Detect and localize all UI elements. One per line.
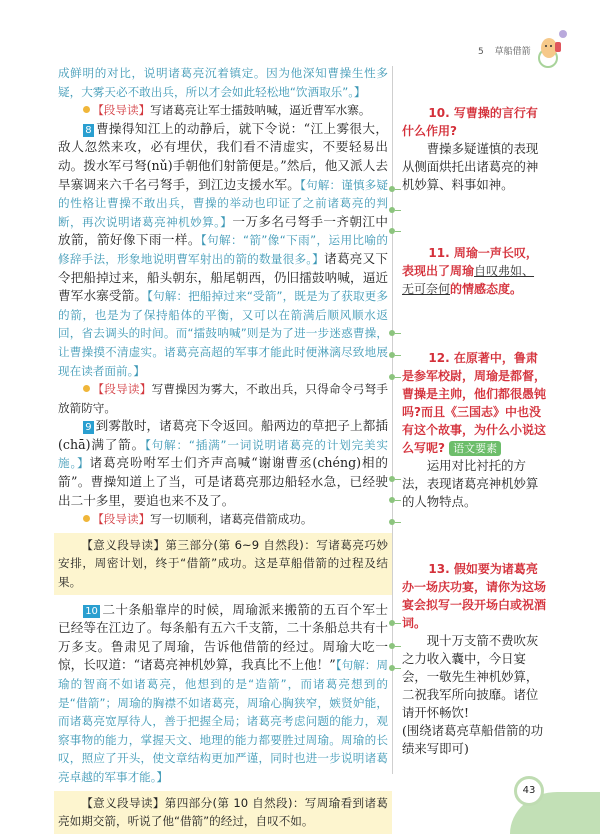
guide-text: 写诸葛亮让军士擂鼓呐喊，逼近曹军水寨。 <box>150 103 371 118</box>
connector-dot <box>389 519 395 525</box>
annotation-q11 <box>402 244 546 298</box>
guide-text: 【意义段导读】第三部分(第 6~9 自然段)：写诸葛亮巧妙安排，周密计划，终于“借箭”成功。这是草船借箭的过程及结果。 <box>58 537 388 590</box>
bulb-icon <box>83 385 90 392</box>
body-text: 诸葛亮又下令把船掉过来，船头朝东，船尾朝西，仍旧擂鼓呐喊，逼近曹军水寨受箭。 <box>58 250 389 304</box>
body-text: 曹操得知江上的动静后，就下令说：“江上雾很大，敌人忽然来攻，必有埋伏，我们看不清虚实，不要轻易出动。拨水军弓弩(nǔ)手朝他们射箭便是。”然后，他又派人去旱寨调来六千名弓弩手，到江边支援水军。 <box>58 120 388 192</box>
lesson-title: 草船借箭 <box>494 47 531 57</box>
connector-dot <box>389 620 395 626</box>
question-text <box>402 349 546 457</box>
paragraph <box>58 64 388 101</box>
paragraph <box>58 120 388 380</box>
paragraph-guide <box>58 510 388 529</box>
guide-text: 写一切顺利，诸葛亮借箭成功。 <box>150 512 313 527</box>
connector-dot <box>389 330 395 336</box>
annotation-q13 <box>402 560 546 758</box>
sentence-annotation: 成鲜明的对比，说明诸葛亮沉着镇定。因为他深知曹操生性多疑，大雾天必不敢出兵，所以才会如此轻松地“饮酒取乐”。】 <box>58 66 388 99</box>
question-part: 12. 在原著中，鲁肃是参军校尉，周瑜是都督，曹操是主帅，他们都很愚钝吗?而且《三国志》中也没有这个故事，为什么小说这么写呢? <box>402 351 547 455</box>
sentence-annotation: 【句解：“插满”一词说明诸葛亮的计划完美实施。】 <box>58 437 388 471</box>
answer-underlined: 自叹弗如、无可奈何 <box>402 264 535 296</box>
guide-text: 【意义段导读】第四部分(第 10 自然段)：写周瑜看到诸葛亮如期交箭，听说了他“借箭”的经过，自叹不如。 <box>58 795 388 829</box>
answer-text: 运用对比衬托的方法，表现诸葛亮神机妙算的人物特点。 <box>402 458 539 509</box>
guide-label: 【段导读】 <box>92 382 152 397</box>
article-body <box>58 64 388 840</box>
question-text: 10. 写曹操的言行有什么作用? <box>402 106 538 138</box>
section-summary-box <box>54 791 392 834</box>
paragraph-number: 8 <box>85 124 92 136</box>
section-summary-box <box>54 533 392 595</box>
paragraph <box>58 417 388 510</box>
paragraph-number: 9 <box>85 422 92 434</box>
sentence-annotation: 【句解：把船掉过来“受箭”，既是为了获取更多的箭，也是为了保持船体的平衡，又可以在箭满后顺风顺水返回，省去调头的时间。而“擂鼓呐喊”则是为了进一步迷惑曹操，让曹操摸不清虚实。诸葛亮高超的军事才能此时便淋漓尽致地展现在读者面前。】 <box>58 289 388 378</box>
question-text: 13. 假如要为诸葛亮办一场庆功宴，请你为这场宴会拟写一段开场白或祝酒词。 <box>402 562 547 630</box>
guide-label: 【段导读】 <box>92 103 151 118</box>
annotation-q10 <box>402 104 546 194</box>
question-text <box>402 244 546 298</box>
body-text: 诸葛亮吩咐军士们齐声高喊“谢谢曹丞(chéng)相的箭”。曹操知道上了当，可是诸葛亮那边船轻水急，已经驶出二十多里，要追也来不及了。 <box>58 455 388 508</box>
paragraph <box>58 601 388 787</box>
connector-dot <box>389 476 395 482</box>
bulb-icon <box>83 106 90 113</box>
sentence-annotation: 【句解：周瑜的智商不如诸葛亮，他想到的是“造箭”，而诸葛亮想到的是“借箭”；周瑜的胸襟不如诸葛亮，周瑜心胸狭窄，嫉贤妒能，而诸葛亮宽厚待人，善于把握全局；诸葛亮考虑问题的能力，观察事物的能力，掌握天文、地理的能力都要胜过周瑜。周瑜的长叹，照应了开头，使文章结构更加严谨，同时也进一步说明诸葛亮卓越的军事才能。】 <box>58 658 388 784</box>
bulb-icon <box>83 515 90 522</box>
connector-dot <box>389 186 395 192</box>
body-text: 到雾散时，诸葛亮下令返回。船两边的草把子上都插(chā)满了箭。 <box>58 418 388 452</box>
answer-text: 现十万支箭不费吹灰之力收入囊中，今日宴会，一敬先生神机妙算，二祝我军所向披靡。诸位请开怀畅饮! <box>402 633 539 720</box>
body-text: 二十条船靠岸的时候，周瑜派来搬箭的五百个军士已经等在江边了。每条船有五六千支箭，二十条船总共有十万多支。鲁肃见了周瑜，告诉他借箭的经过。周瑜大吃一惊，长叹道：“诸葛亮神机妙算，我真比不上他！” <box>58 601 388 673</box>
sentence-annotation: 【句解：“箭”像“下雨”，运用比喻的修辞手法，形象地说明曹军射出的箭的数量很多。】 <box>58 233 388 266</box>
connector-dot <box>389 352 395 358</box>
sentence-annotation: 【句解：谨慎多疑的性格让曹操不敢出兵，曹操的举动也印证了之前诸葛亮的判断，再次说明诸葛亮神机妙算。】 <box>58 177 389 229</box>
mascot-illustration-icon <box>536 28 570 68</box>
connector-dot <box>389 207 395 213</box>
answer-hint: (围绕诸葛亮草船借箭的功绩来写即可) <box>402 723 544 756</box>
question-part: 的情感态度。 <box>450 282 523 296</box>
guide-text: 写曹操因为雾大，不敢出兵，只得命令弓弩手放箭防守。 <box>58 382 388 415</box>
guide-label: 【段导读】 <box>92 512 151 527</box>
question-part: 11. 周瑜一声长叹，表现出了周瑜 <box>402 246 538 278</box>
page-number: 43 <box>514 776 544 806</box>
paragraph-number: 10 <box>85 605 98 617</box>
running-header <box>478 44 531 57</box>
connector-dot <box>389 374 395 380</box>
annotation-q12 <box>402 349 546 511</box>
connector-dot <box>389 665 395 671</box>
answer-text: 曹操多疑谨慎的表现从侧面烘托出诸葛亮的神机妙算、料事如神。 <box>402 141 539 192</box>
connector-dot <box>389 643 395 649</box>
connector-dot <box>389 228 395 234</box>
paragraph-guide <box>58 380 388 417</box>
lesson-number: 5 <box>478 47 484 57</box>
connector-dot <box>389 497 395 503</box>
skill-tag: 语文要素 <box>449 441 501 456</box>
body-text: 一万多名弓弩手一齐朝江中放箭，箭好像下雨一样。 <box>58 213 389 248</box>
paragraph-guide <box>58 101 388 120</box>
